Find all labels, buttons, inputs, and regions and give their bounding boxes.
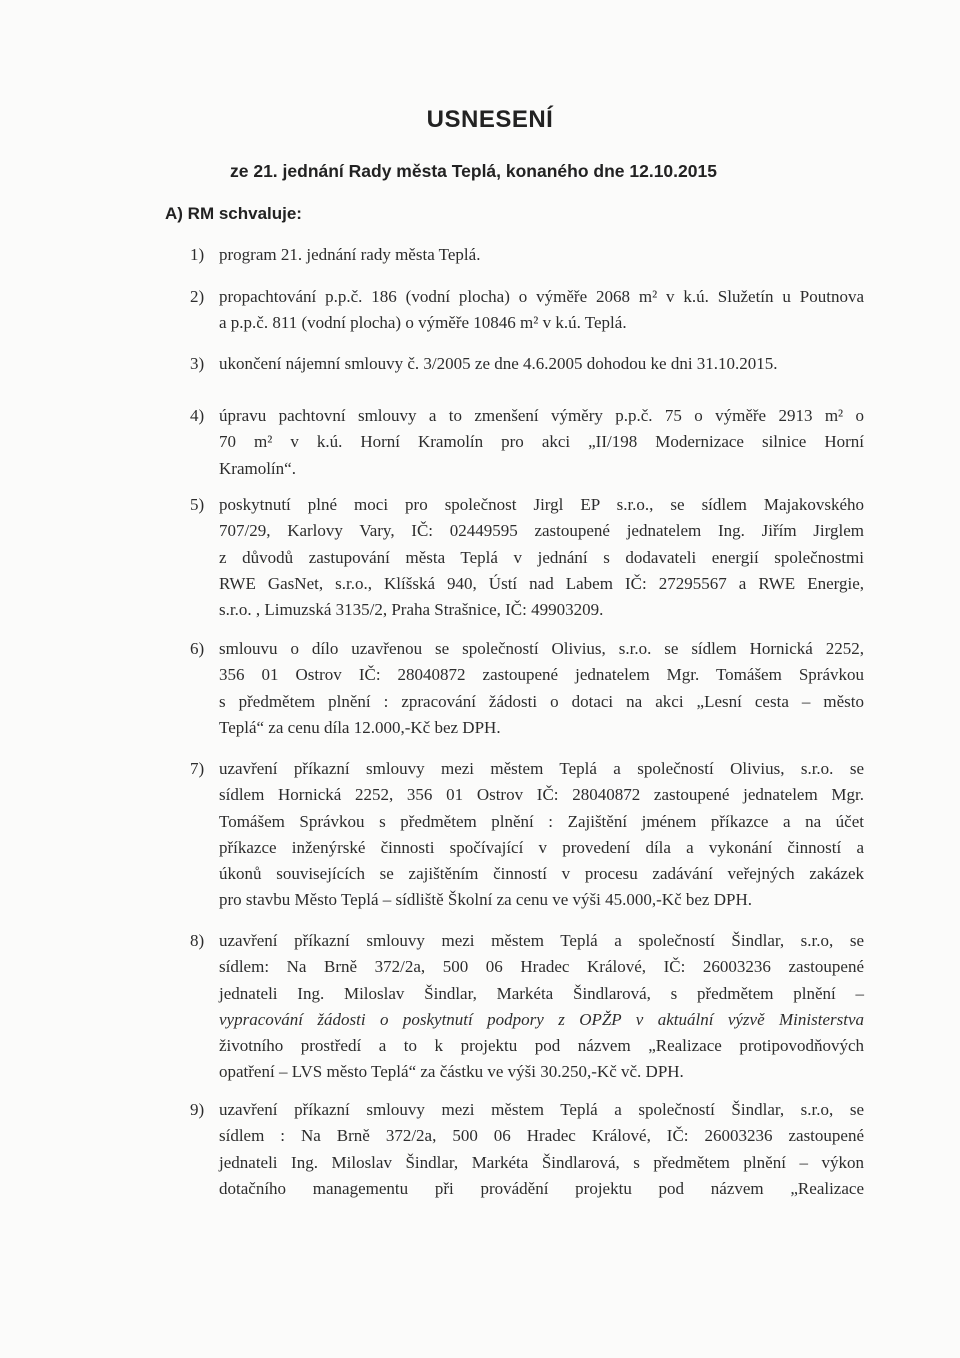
item-line: životního prostředí a to k projektu pod názvem „Realizace protipovodňových	[219, 1036, 864, 1056]
item-line: Kramolín“.	[219, 458, 296, 478]
item-line: Teplá“ za cenu díla 12.000,-Kč bez DPH.	[219, 717, 501, 737]
item-line: 70 m² v k.ú. Horní Kramolín pro akci „II/198 Modernizace silnice Horní	[219, 432, 864, 452]
list-item	[190, 403, 864, 482]
item-line: sídlem: Na Brně 372/2a, 500 06 Hradec Králové, IČ: 26003236 zastoupené	[219, 957, 864, 977]
item-line: propachtování p.p.č. 186 (vodní plocha) o výměře 2068 m² v k.ú. Služetín u Poutnova	[219, 287, 864, 306]
item-line: 707/29, Karlovy Vary, IČ: 02449595 zastoupené jednatelem Ing. Jiřím Jirglem	[219, 521, 864, 541]
item-line: z důvodů zastupování města Teplá v jednání s dodavateli energií společnostmi	[219, 547, 864, 567]
item-line: 356 01 Ostrov IČ: 28040872 zastoupené jednatelem Mgr. Tomášem Správkou	[219, 665, 864, 685]
list-item	[190, 636, 864, 741]
item-line: uzavření příkazní smlouvy mezi městem Teplá a společností Šindlar, s.r.o, se	[219, 1100, 864, 1119]
item-line: příkazce inženýrské činnosti spočívající v provedení díla a vykonání činností a	[219, 837, 864, 857]
list-item	[190, 351, 864, 377]
item-number: 6)	[190, 639, 205, 658]
list-item	[190, 928, 864, 1086]
item-line: a p.p.č. 811 (vodní plocha) o výměře 10846 m² v k.ú. Teplá.	[219, 313, 627, 333]
item-line: pro stavbu Město Teplá – sídliště Školní za cenu ve výši 45.000,-Kč bez DPH.	[219, 890, 752, 910]
item-number: 1)	[190, 245, 205, 264]
list-item	[190, 492, 864, 623]
item-number: 2)	[190, 287, 205, 306]
item-line: úpravu pachtovní smlouvy a to zmenšení výměry p.p.č. 75 o výměře 2913 m² o	[219, 406, 864, 425]
list-item	[190, 242, 864, 268]
item-line: jednateli Ing. Miloslav Šindlar, Markéta Šindlarová, s předmětem plnění – výkon	[219, 1152, 864, 1172]
item-number: 4)	[190, 406, 205, 425]
item-line: s předmětem plnění : zpracování žádosti o dotaci na akci „Lesní cesta – město	[219, 691, 864, 711]
document-subtitle: ze 21. jednání Rady města Teplá, konaného dne 12.10.2015	[230, 161, 717, 181]
item-line: dotačního managementu při provádění projektu pod názvem „Realizace	[219, 1178, 864, 1198]
item-line: ukončení nájemní smlouvy č. 3/2005 ze dne 4.6.2005 dohodou ke dni 31.10.2015.	[219, 354, 778, 373]
item-number: 9)	[190, 1100, 205, 1119]
list-item	[190, 756, 864, 914]
document-title: USNESENÍ	[426, 106, 554, 133]
list-item	[190, 1097, 864, 1202]
section-label: A) RM schvaluje:	[165, 204, 302, 223]
item-line: sídlem : Na Brně 372/2a, 500 06 Hradec Králové, IČ: 26003236 zastoupené	[219, 1126, 864, 1146]
item-line: Tomášem Správkou s předmětem plnění : Zajištění jménem příkazce a na účet	[219, 811, 864, 831]
item-line: program 21. jednání rady města Teplá.	[219, 245, 481, 264]
list-item	[190, 284, 864, 337]
item-number: 5)	[190, 495, 205, 514]
item-line: RWE GasNet, s.r.o., Klíšská 940, Ústí nad Labem IČ: 27295567 a RWE Energie,	[219, 573, 864, 593]
item-line: jednateli Ing. Miloslav Šindlar, Markéta Šindlarová, s předmětem plnění –	[219, 983, 864, 1003]
item-line: poskytnutí plné moci pro společnost Jirgl EP s.r.o., se sídlem Majakovského	[219, 495, 864, 514]
item-line: opatření – LVS město Teplá“ za částku ve výši 30.250,-Kč vč. DPH.	[219, 1062, 684, 1082]
item-number: 3)	[190, 354, 205, 373]
item-line: úkonů souvisejících se zajištěním činností v procesu zadávání veřejných zakázek	[219, 864, 864, 884]
item-line: smlouvu o dílo uzavřenou se společností Olivius, s.r.o. se sídlem Hornická 2252,	[219, 639, 864, 658]
item-number: 8)	[190, 931, 205, 950]
item-line: vypracování žádosti o poskytnutí podpory z OPŽP v aktuální výzvě Ministerstva	[219, 1009, 864, 1029]
item-line: s.r.o. , Limuzská 3135/2, Praha Strašnice, IČ: 49903209.	[219, 600, 604, 620]
item-line: uzavření příkazní smlouvy mezi městem Teplá a společností Olivius, s.r.o. se	[219, 759, 864, 778]
item-line: sídlem Hornická 2252, 356 01 Ostrov IČ: 28040872 zastoupené jednatelem Mgr.	[219, 785, 864, 805]
item-line: uzavření příkazní smlouvy mezi městem Teplá a společností Šindlar, s.r.o, se	[219, 931, 864, 950]
item-number: 7)	[190, 759, 205, 778]
